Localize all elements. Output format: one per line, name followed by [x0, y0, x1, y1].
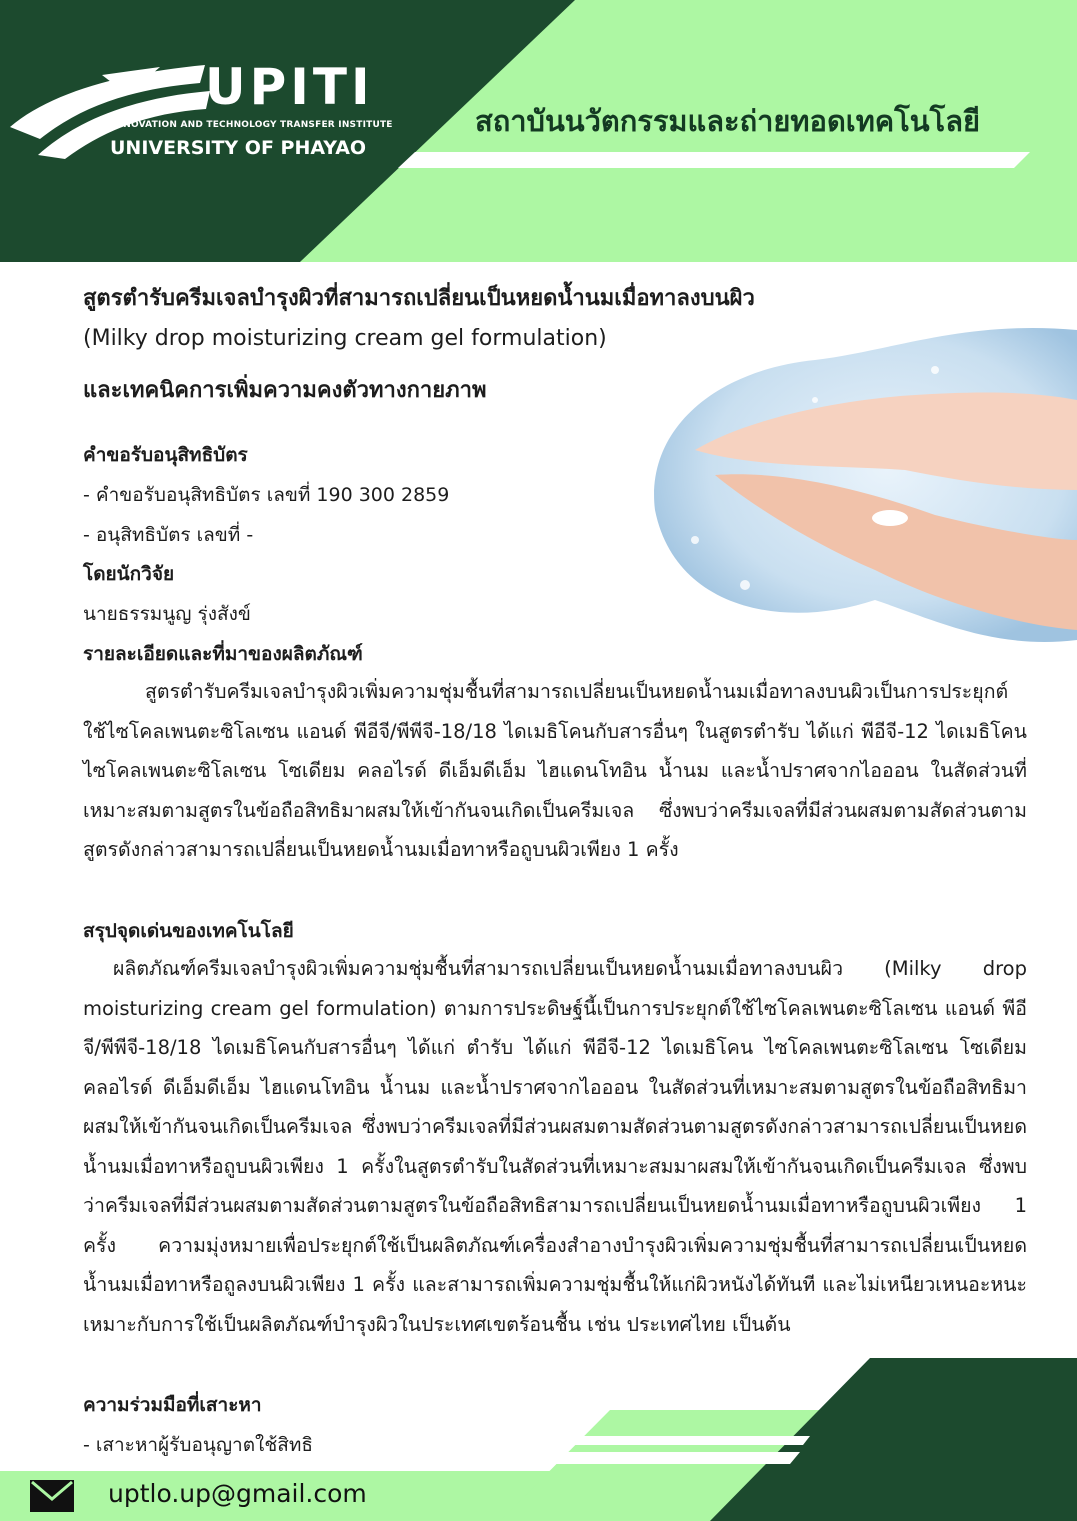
- envelope-icon: [30, 1480, 74, 1512]
- patent-heading: คำขอรับอนุสิทธิบัตร: [83, 444, 248, 466]
- researcher-heading: โดยนักวิจัย: [83, 563, 175, 585]
- title-line-1: สูตรตำรับครีมเจลบำรุงผิวที่สามารถเปลี่ยนเป็นหยดน้ำนมเมื่อทาลงบนผิว: [83, 286, 755, 311]
- logo-wordmark: UPITI: [205, 58, 374, 116]
- contact-email-link[interactable]: uptlo.up@gmail.com: [108, 1479, 367, 1508]
- patent-application: - คำขอรับอนุสิทธิบัตร เลขที่ 190 300 2859: [83, 484, 450, 506]
- hands-cream-illustration: [635, 300, 1077, 680]
- collaboration-item: - เสาะหาผู้รับอนุญาตใช้สิทธิ: [83, 1434, 313, 1456]
- collaboration-heading: ความร่วมมือที่เสาะหา: [83, 1394, 262, 1416]
- highlights-body: ผลิตภัณฑ์ครีมเจลบำรุงผิวเพิ่มความชุ่มชื้นที่สามารถเปลี่ยนเป็นหยดน้ำนมเมื่อทาลงบนผิว (Milky drop moisturizing cream gel formulation) ตามการประดิษฐ์นี้เป็นการประยุกต์ใช้ไซโคลเพนตะซิโลเซน แอนด์ พีอีจี/พีพีจี-18/18 ไดเมธิโคนกับสารอื่นๆ ได้แก่ ตำรับ ได้แก่ พีอีจี-12 ไดเมธิโคน ไซโคลเพนตะซิโลเซน โซเดียม คลอไรด์ ดีเอ็มดีเอ็ม ไฮแดนโทอิน น้ำนม และน้ำปราศจากไอออน ในสัดส่วนที่เหมาะสมตามสูตรในข้อถือสิทธิมาผสมให้เข้ากันจนเกิดเป็นครีมเจล ซึ่งพบว่าครีมเจลที่มีส่วนผสมตามสัดส่วนตามสูตรดังกล่าวสามารถเปลี่ยนเป็นหยดน้ำนมเมื่อทาหรือถูบนผิวเพียง 1 ครั้งในสูตรตำรับในสัดส่วนที่เหมาะสมมาผสมให้เข้ากันจนเกิดเป็นครีมเจล ซึ่งพบว่าครีมเจลที่มีส่วนผสมตามสัดส่วนตามสูตรในข้อถือสิทธิสามารถเปลี่ยนเป็นหยดน้ำนมเมื่อทาหรือถูบนผิวเพียง 1 ครั้ง ความมุ่งหมายเพื่อประยุกต์ใช้เป็นผลิตภัณฑ์เครื่องสำอางบำรุงผิวเพิ่มความชุ่มชื้นที่สามารถเปลี่ยนเป็นหยดน้ำนมเมื่อทาหรือถูลงบนผิวเพียง 1 ครั้ง และสามารถเพิ่มความชุ่มชื้นให้แก่ผิวหนังได้ทันที และไม่เหนียวเหนอะหนะ เหมาะกับการใช้เป็นผลิตภัณฑ์บำรุงผิวในประเทศเขตร้อนชื้น เช่น ประเทศไทย เป็นต้น: [83, 957, 1027, 1336]
- patent-number: - อนุสิทธิบัตร เลขที่ -: [83, 524, 254, 546]
- researcher-name: นายธรรมนูญ รุ่งสังข์: [83, 603, 251, 625]
- details-body: สูตรตำรับครีมเจลบำรุงผิวเพิ่มความชุ่มชื้นที่สามารถเปลี่ยนเป็นหยดน้ำนมเมื่อทาลงบนผิวเป็นการประยุกต์ใช้ไซโคลเพนตะซิโลเซน แอนด์ พีอีจี/พีพีจี-18/18 ไดเมธิโคนกับสารอื่นๆ ในสูตรตำรับ ได้แก่ พีอีจี-12 ไดเมธิโคน ไซโคลเพนตะซิโลเซน โซเดียม คลอไรด์ ดีเอ็มดีเอ็ม ไฮแดนโทอิน น้ำนม และน้ำปราศจากไอออน ในสัดส่วนที่เหมาะสมตามสูตรในข้อถือสิทธิมาผสมให้เข้ากันจนเกิดเป็นครีมเจล ซึ่งพบว่าครีมเจลที่มีส่วนผสมตามสัดส่วนตามสูตรดังกล่าวสามารถเปลี่ยนเป็นหยดน้ำนมเมื่อทาหรือถูบนผิวเพียง 1 ครั้ง: [83, 680, 1027, 861]
- title-line-2: (Milky drop moisturizing cream gel formulation): [83, 326, 607, 351]
- logo-university: UNIVERSITY OF PHAYAO: [110, 137, 367, 159]
- details-heading: รายละเอียดและที่มาของผลิตภัณฑ์: [83, 643, 363, 665]
- institute-name: สถาบันนวัตกรรมและถ่ายทอดเทคโนโลยี: [475, 104, 980, 138]
- logo-subtitle: INNOVATION AND TECHNOLOGY TRANSFER INSTITUTE: [112, 120, 393, 130]
- title-line-3: และเทคนิคการเพิ่มความคงตัวทางกายภาพ: [83, 378, 487, 403]
- highlights-heading: สรุปจุดเด่นของเทคโนโลยี: [83, 920, 294, 942]
